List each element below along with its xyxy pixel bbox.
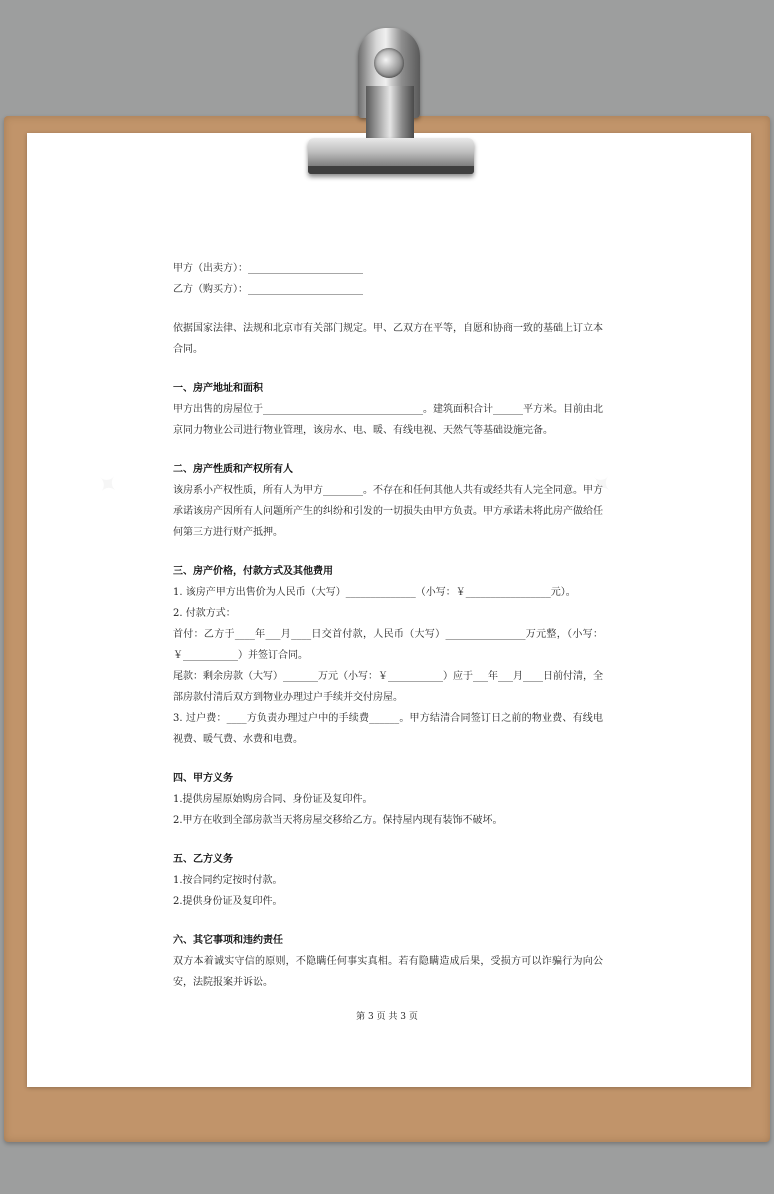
contract-body <box>173 258 603 993</box>
section-paragraph: 2. 付款方式： <box>173 608 236 619</box>
section-paragraph: 该房系小产权性质，所有人为甲方________。不存在和任何其他人共有或经共有人完全同意。甲方承诺该房产因所有人问题所产生的纠纷和引发的一切损失由甲方负责。甲方承诺未将此房产做给任何第三方进行财产抵押。 <box>173 485 603 538</box>
section-paragraph: 尾款：剩余房款（大写）_______万元（小写：￥___________）应于___年___月____日前付清，全部房款付清后双方到物业办理过户手续并交付房屋。 <box>173 671 603 703</box>
party-a-line: 甲方（出卖方）：_______________________ <box>173 263 363 274</box>
section-paragraph: 首付：乙方于____年___月____日交首付款，人民币（大写）________________万元整，（小写：￥___________）并签订合同。 <box>173 629 603 661</box>
section-paragraph: 2.甲方在收到全部房款当天将房屋交移给乙方。保持屋内现有装饰不破坏。 <box>173 815 503 826</box>
page-footer: 第 3 页 共 3 页 <box>356 1012 418 1022</box>
party-b-line: 乙方（购买方）：_______________________ <box>173 284 363 295</box>
section-heading: 三、房产价格，付款方式及其他费用 <box>173 566 333 577</box>
section-heading: 六、其它事项和违约责任 <box>173 935 283 946</box>
binder-clip-lip <box>308 166 474 174</box>
section-paragraph: 1.提供房屋原始购房合同、身份证及复印件。 <box>173 794 373 805</box>
section-paragraph: 双方本着诚实守信的原则，不隐瞒任何事实真相。若有隐瞒造成后果，受损方可以诈骗行为向公安，法院报案并诉讼。 <box>173 956 603 988</box>
section-paragraph: 1. 该房产甲方出售价为人民币（大写）______________（小写：￥_________________元）。 <box>173 587 576 598</box>
intro-paragraph: 依据国家法律、法规和北京市有关部门规定。甲、乙双方在平等，自愿和协商一致的基础上订立本合同。 <box>173 323 603 355</box>
section-heading: 五、乙方义务 <box>173 854 233 865</box>
binder-clip-hole <box>374 48 404 78</box>
section-heading: 二、房产性质和产权所有人 <box>173 464 293 475</box>
section-paragraph: 1.按合同约定按时付款。 <box>173 875 283 886</box>
section-heading: 四、甲方义务 <box>173 773 233 784</box>
section-heading: 一、房产地址和面积 <box>173 383 263 394</box>
section-paragraph: 甲方出售的房屋位于________________________________。建筑面积合计______平方米。目前由北京同力物业公司进行物业管理，该房水、电、暖、有线电视、天然气等基础设施完备。 <box>173 404 603 436</box>
section-paragraph: 3. 过户费：____方负责办理过户中的手续费______。甲方结清合同签订日之前的物业费、有线电视费、暖气费、水费和电费。 <box>173 713 603 745</box>
binder-clip-neck <box>366 86 414 142</box>
section-paragraph: 2.提供身份证及复印件。 <box>173 896 283 907</box>
